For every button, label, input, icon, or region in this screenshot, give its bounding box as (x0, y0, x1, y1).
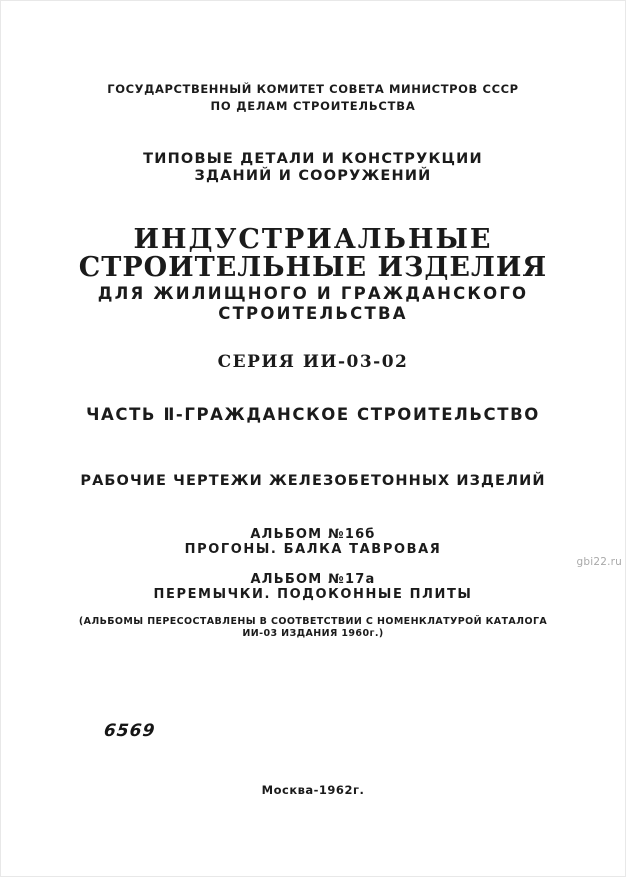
category-line2: ЗДАНИЙ И СООРУЖЕНИЙ (194, 168, 432, 184)
agency-name-line1: ГОСУДАРСТВЕННЫЙ КОМИТЕТ СОВЕТА МИНИСТРОВ СССР (107, 82, 519, 96)
drawings-subtitle: РАБОЧИЕ ЧЕРТЕЖИ ЖЕЛЕЗОБЕТОННЫХ ИЗДЕЛИЙ (80, 473, 546, 489)
main-title-line4: СТРОИТЕЛЬСТВА (218, 304, 408, 323)
inventory-number: 6569 (102, 721, 157, 741)
part-heading: ЧАСТЬ Ⅱ-ГРАЖДАНСКОЕ СТРОИТЕЛЬСТВО (86, 405, 540, 424)
main-title-line2: СТРОИТЕЛЬНЫЕ ИЗДЕЛИЯ (78, 252, 548, 283)
revision-note-line2: ИИ-03 ИЗДАНИЯ 1960г.) (242, 628, 384, 639)
site-watermark: gbi22.ru (576, 556, 622, 568)
agency-name-line2: ПО ДЕЛАМ СТРОИТЕЛЬСТВА (210, 99, 416, 113)
main-title-line3: ДЛЯ ЖИЛИЩНОГО И ГРАЖДАНСКОГО (97, 284, 529, 303)
album1-title: ПРОГОНЫ. БАЛКА ТАВРОВАЯ (184, 542, 442, 557)
album2-title: ПЕРЕМЫЧКИ. ПОДОКОННЫЕ ПЛИТЫ (153, 587, 473, 602)
series-designation: СЕРИЯ ИИ-03-02 (217, 352, 409, 372)
album2-number: АЛЬБОМ №17а (250, 572, 376, 587)
main-title-line1: ИНДУСТРИАЛЬНЫЕ (133, 224, 493, 255)
imprint-city-year: Москва-1962г. (261, 783, 365, 797)
revision-note-line1: (АЛЬБОМЫ ПЕРЕСОСТАВЛЕНЫ В СООТВЕТСТВИИ С НОМЕНКЛАТУРОЙ КАТАЛОГА (78, 616, 548, 627)
category-line1: ТИПОВЫЕ ДЕТАЛИ И КОНСТРУКЦИИ (143, 151, 483, 167)
album1-number: АЛЬБОМ №16б (250, 527, 376, 542)
